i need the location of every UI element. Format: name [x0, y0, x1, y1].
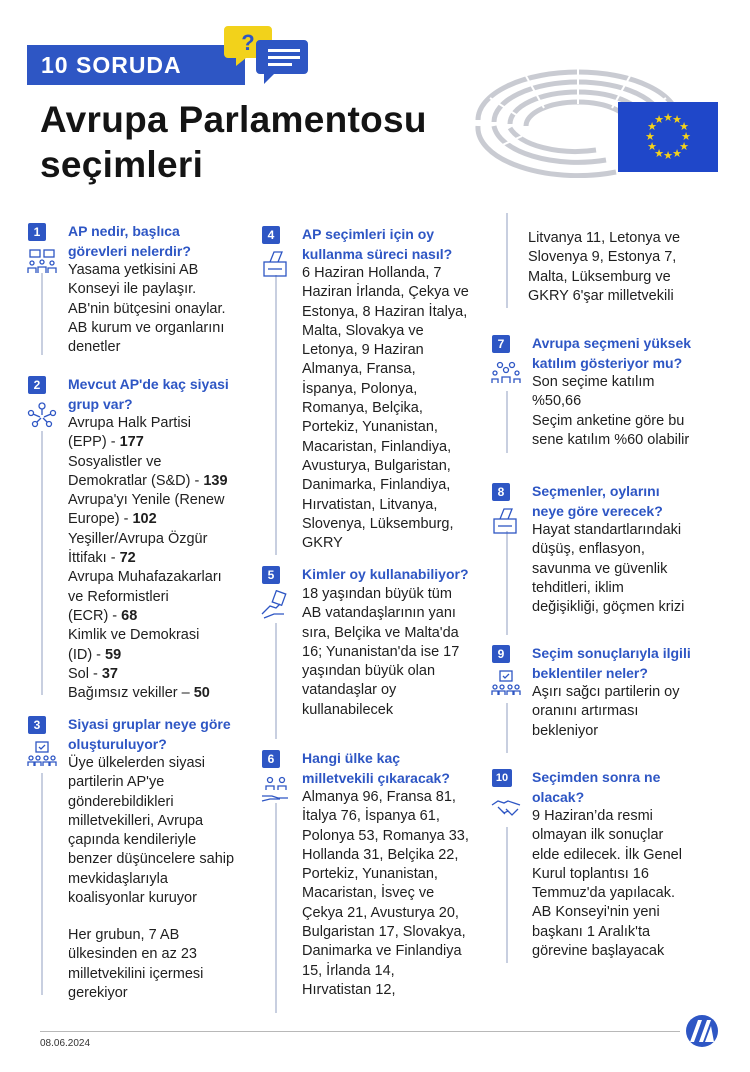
crowd-icon	[490, 359, 522, 389]
question-number-9: 9	[492, 645, 510, 663]
answer-line: Danimarka ve Finlandiya	[302, 943, 462, 960]
answer-line: Son seçime katılım	[532, 374, 655, 390]
question-number-5: 5	[262, 566, 280, 584]
party-seats: 50	[193, 685, 210, 702]
answer-line: olmayan ilk sonuçlar	[532, 827, 664, 844]
question-3-line-1: Siyasi gruplar neye göre	[68, 716, 231, 732]
answer-line: tehditleri, iklim	[532, 579, 624, 596]
party-entry	[68, 607, 268, 626]
answer-line: koalisyonlar kuruyor	[68, 890, 197, 907]
answer-line: 9 Haziran’da resmi	[532, 808, 653, 824]
question-2-title	[68, 374, 268, 414]
answer-line: elde edilecek. İlk Genel	[532, 846, 682, 863]
party-entry	[68, 433, 268, 452]
answer-line: Slovenya 9, Estonya 7,	[528, 249, 677, 266]
answer-line: AB Konseyi'nin yeni	[532, 904, 660, 921]
answer-line: milletvekilini içermesi	[68, 965, 204, 982]
aa-logo-icon	[684, 1014, 720, 1048]
question-number-7: 7	[492, 335, 510, 353]
answer-line: milletvekilleri, Avrupa	[68, 812, 204, 829]
voting-group-icon	[26, 740, 58, 770]
answer-line: Macaristan, İsveç ve	[302, 885, 435, 902]
party-entry	[68, 549, 268, 568]
svg-text:★: ★	[663, 111, 673, 124]
answer-line: gerekiyor	[68, 984, 128, 1001]
answer-line: %50,66	[532, 393, 582, 410]
party-name: Yeşiller/Avrupa Özgür	[68, 530, 208, 547]
party-name: Avrupa Halk Partisi	[68, 415, 192, 431]
answer-line: partilerin AP'ye	[68, 774, 165, 791]
party-entry	[68, 665, 268, 684]
question-6-title	[302, 748, 502, 788]
party-abbr: İttifakı -	[68, 550, 120, 567]
answer-line: Yasama yetkisini AB	[68, 262, 199, 278]
answer-6-continued	[528, 229, 728, 306]
question-9-line-1: Seçim sonuçlarıyla ilgili	[532, 645, 691, 661]
question-1-title	[68, 221, 268, 261]
speech-bubbles-icon	[222, 22, 312, 92]
ballot-box-icon	[260, 250, 292, 280]
answer-line: Portekiz, Yunanistan,	[302, 419, 438, 436]
question-5-title	[302, 564, 502, 584]
answer-line: vatandaşlar oy	[302, 682, 397, 699]
answer-9	[532, 683, 732, 741]
eu-flag-icon	[618, 102, 718, 172]
footer-divider	[40, 1031, 680, 1032]
question-number-10: 10	[492, 769, 512, 787]
title-line-2: seçimleri	[40, 144, 204, 185]
party-abbr: Europe) -	[68, 511, 133, 528]
answer-line: Portekiz, Yunanistan,	[302, 866, 438, 883]
svg-text:★: ★	[672, 113, 682, 126]
answer-line: İtalya 76, İspanya 61,	[302, 808, 440, 825]
page-title	[40, 97, 427, 187]
handshake-icon	[490, 793, 522, 823]
answer-line: Polonya 53, Romanya 33,	[302, 827, 469, 844]
answer-line: sene katılım %60 olabilir	[532, 431, 690, 448]
question-number-8: 8	[492, 483, 510, 501]
answer-line: İspanya, Polonya,	[302, 380, 418, 397]
answer-line: Avusturya, Bulgaristan,	[302, 457, 451, 474]
answer-line: AB vatandaşlarının yanı	[302, 605, 456, 622]
party-abbr: Demokratlar (S&D) -	[68, 472, 204, 489]
question-7-line-1: Avrupa seçmeni yüksek	[532, 335, 692, 351]
answer-line: görevine başlayacak	[532, 943, 665, 960]
answer-line: Almanya 96, Fransa 81,	[302, 789, 456, 805]
answer-line: Hırvatistan 12,	[302, 981, 396, 998]
question-number-2: 2	[28, 376, 46, 394]
answer-line: Üye ülkelerden siyasi	[68, 755, 206, 771]
party-seats: 102	[132, 511, 157, 528]
answer-line: bekleniyor	[532, 722, 599, 739]
party-abbr: (ECR) -	[68, 607, 122, 624]
voting-group-icon	[490, 669, 522, 699]
answer-line: AB'nin bütçesini onaylar.	[68, 300, 226, 317]
meeting-icon	[26, 247, 58, 277]
answer-line: GKRY	[302, 535, 343, 552]
answer-line: Danimarka, Finlandiya,	[302, 477, 451, 494]
party-entry	[68, 684, 268, 703]
answer-line: Hayat standartlarındaki	[532, 522, 682, 538]
answer-line: kullanabilecek	[302, 701, 394, 718]
topic-badge-text: 10 SORUDA	[41, 51, 182, 78]
question-8-title	[532, 481, 732, 521]
group-network-icon	[26, 400, 58, 430]
party-name: Avrupa Muhafazakarları	[68, 569, 222, 586]
answer-line: Romanya, Belçika,	[302, 400, 423, 417]
question-8-line-1: Seçmenler, oylarını	[532, 483, 660, 499]
question-8-line-2: neye göre verecek?	[532, 503, 663, 519]
party-entry	[68, 510, 268, 529]
answer-line: Macaristan, Finlandiya,	[302, 438, 452, 455]
ballot-box-icon	[490, 507, 522, 537]
question-10-line-2: olacak?	[532, 789, 585, 805]
answer-line: başkanı 1 Aralık'ta	[532, 923, 651, 940]
answer-line: Seçim anketine göre bu	[532, 412, 685, 429]
party-name: Avrupa'yı Yenile (Renew	[68, 492, 225, 509]
answer-line: savunma ve güvenlik	[532, 560, 668, 577]
answer-line: 16; Yunanistan'da ise 17	[302, 643, 460, 660]
svg-text:★: ★	[679, 140, 689, 153]
answer-line: 18 yaşından büyük tüm	[302, 586, 452, 602]
answer-line: Çekya 21, Avusturya 20,	[302, 904, 459, 921]
answer-line: Haziran İrlanda, Çekya ve	[302, 284, 469, 301]
svg-text:?: ?	[241, 30, 255, 55]
party-seats: 37	[101, 665, 118, 682]
answer-line: Temmuz'da yapılacak.	[532, 885, 675, 902]
party-name: Sosyalistler ve	[68, 453, 162, 470]
svg-text:★: ★	[654, 147, 664, 160]
svg-text:★: ★	[647, 140, 657, 153]
answer-line: Bulgaristan 17, Slovakya,	[302, 924, 466, 941]
party-name: Kimlik ve Demokrasi	[68, 627, 200, 644]
hand-ballot-icon	[260, 590, 292, 620]
answer-line: Kurul toplantısı 16	[532, 865, 649, 882]
question-number-6: 6	[262, 750, 280, 768]
answer-line: 15, İrlanda 14,	[302, 962, 395, 979]
publish-date: 08.06.2024	[40, 1038, 91, 1049]
answer-line: yaşından büyük olan	[302, 663, 436, 680]
svg-text:★: ★	[679, 120, 689, 133]
answer-8	[532, 521, 732, 617]
parliament-hemicycle-icon	[466, 60, 726, 178]
people-on-hand-icon	[260, 774, 292, 804]
answer-line: oranını artırması	[532, 703, 639, 720]
answer-5	[302, 585, 502, 720]
question-6-line-1: Hangi ülke kaç	[302, 750, 401, 766]
question-number-3: 3	[28, 716, 46, 734]
svg-text:★: ★	[654, 113, 664, 126]
party-seats: 177	[119, 434, 144, 451]
question-2-line-2: grup var?	[68, 396, 133, 412]
answer-line: AB kurum ve organlarını	[68, 319, 225, 336]
question-9-title	[532, 643, 732, 683]
answer-2	[68, 414, 268, 703]
answer-line: değişikliği, göçmen krizi	[532, 599, 685, 616]
topic-badge	[27, 45, 245, 85]
answer-line: sıra, Belçika ve Malta'da	[302, 624, 459, 641]
question-10-title	[532, 767, 732, 807]
answer-1	[68, 261, 268, 357]
answer-line: Malta, Lüksemburg ve	[528, 268, 671, 285]
answer-6	[302, 788, 502, 1000]
answer-3-extra	[68, 926, 268, 1003]
question-number-4: 4	[262, 226, 280, 244]
answer-line: Hollanda 31, Belçika 22,	[302, 846, 459, 863]
question-3-line-2: oluşturuluyor?	[68, 736, 167, 752]
question-7-title	[532, 333, 732, 373]
answer-line: GKRY 6'şar milletvekili	[528, 287, 674, 304]
party-name: Sol -	[68, 665, 102, 682]
answer-line: düşüş, enflasyon,	[532, 541, 645, 558]
title-line-1: Avrupa Parlamentosu	[40, 99, 427, 140]
answer-line: denetler	[68, 339, 121, 356]
answer-line: Letonya, 9 Haziran	[302, 342, 424, 359]
answer-line: Estonya, 8 Haziran İtalya,	[302, 303, 468, 320]
party-seats: 59	[105, 646, 122, 663]
answer-line: Aşırı sağcı partilerin oy	[532, 684, 680, 700]
svg-text:★: ★	[645, 130, 655, 143]
party-abbr: (ID) -	[68, 646, 106, 663]
question-4-line-2: kullanma süreci nasıl?	[302, 246, 453, 262]
answer-line: benzer düşüncelere sahip	[68, 851, 235, 868]
question-5-line-1: Kimler oy kullanabiliyor?	[302, 566, 469, 582]
question-6-line-2: milletvekili çıkaracak?	[302, 770, 450, 786]
answer-line: Hırvatistan, Litvanya,	[302, 496, 438, 513]
question-2-line-1: Mevcut AP'de kaç siyasi	[68, 376, 229, 392]
question-9-line-2: beklentiler neler?	[532, 665, 648, 681]
question-4-line-1: AP seçimleri için oy	[302, 226, 435, 242]
answer-4	[302, 264, 502, 553]
question-3-title	[68, 714, 268, 754]
question-1-line-1: AP nedir, başlıca	[68, 223, 180, 239]
party-seats: 72	[119, 550, 136, 567]
question-4-title	[302, 224, 502, 264]
svg-text:★: ★	[663, 149, 673, 162]
answer-line: Litvanya 11, Letonya ve	[528, 230, 681, 246]
question-number-1: 1	[28, 223, 46, 241]
svg-text:★: ★	[672, 147, 682, 160]
svg-text:★: ★	[647, 120, 657, 133]
party-seats: 139	[203, 472, 228, 489]
answer-line: mevkidaşlarıyla	[68, 870, 168, 887]
party-entry	[68, 646, 268, 665]
answer-line: ülkesinden en az 23	[68, 946, 197, 963]
party-seats: 68	[121, 607, 138, 624]
answer-line: gönderebildikleri	[68, 793, 174, 810]
answer-line: 6 Haziran Hollanda, 7	[302, 265, 442, 281]
party-name: ve Reformistleri	[68, 588, 169, 605]
answer-line: Konseyi ile paylaşır.	[68, 281, 197, 298]
answer-line: Slovenya, Lüksemburg,	[302, 515, 454, 532]
answer-line: Her grubun, 7 AB	[68, 927, 180, 943]
answer-line: Almanya, Fransa,	[302, 361, 416, 378]
answer-7	[532, 373, 732, 450]
svg-text:★: ★	[681, 130, 691, 143]
answer-line: çapında kendileriyle	[68, 832, 197, 849]
answer-line: Malta, Slovakya ve	[302, 322, 424, 339]
answer-3	[68, 754, 268, 908]
answer-10	[532, 807, 732, 961]
question-1-line-2: görevleri nelerdir?	[68, 243, 191, 259]
party-entry	[68, 472, 268, 491]
party-abbr: (EPP) -	[68, 434, 120, 451]
party-name: Bağımsız vekiller –	[68, 685, 194, 702]
question-10-line-1: Seçimden sonra ne	[532, 769, 661, 785]
question-7-line-2: katılım gösteriyor mu?	[532, 355, 683, 371]
